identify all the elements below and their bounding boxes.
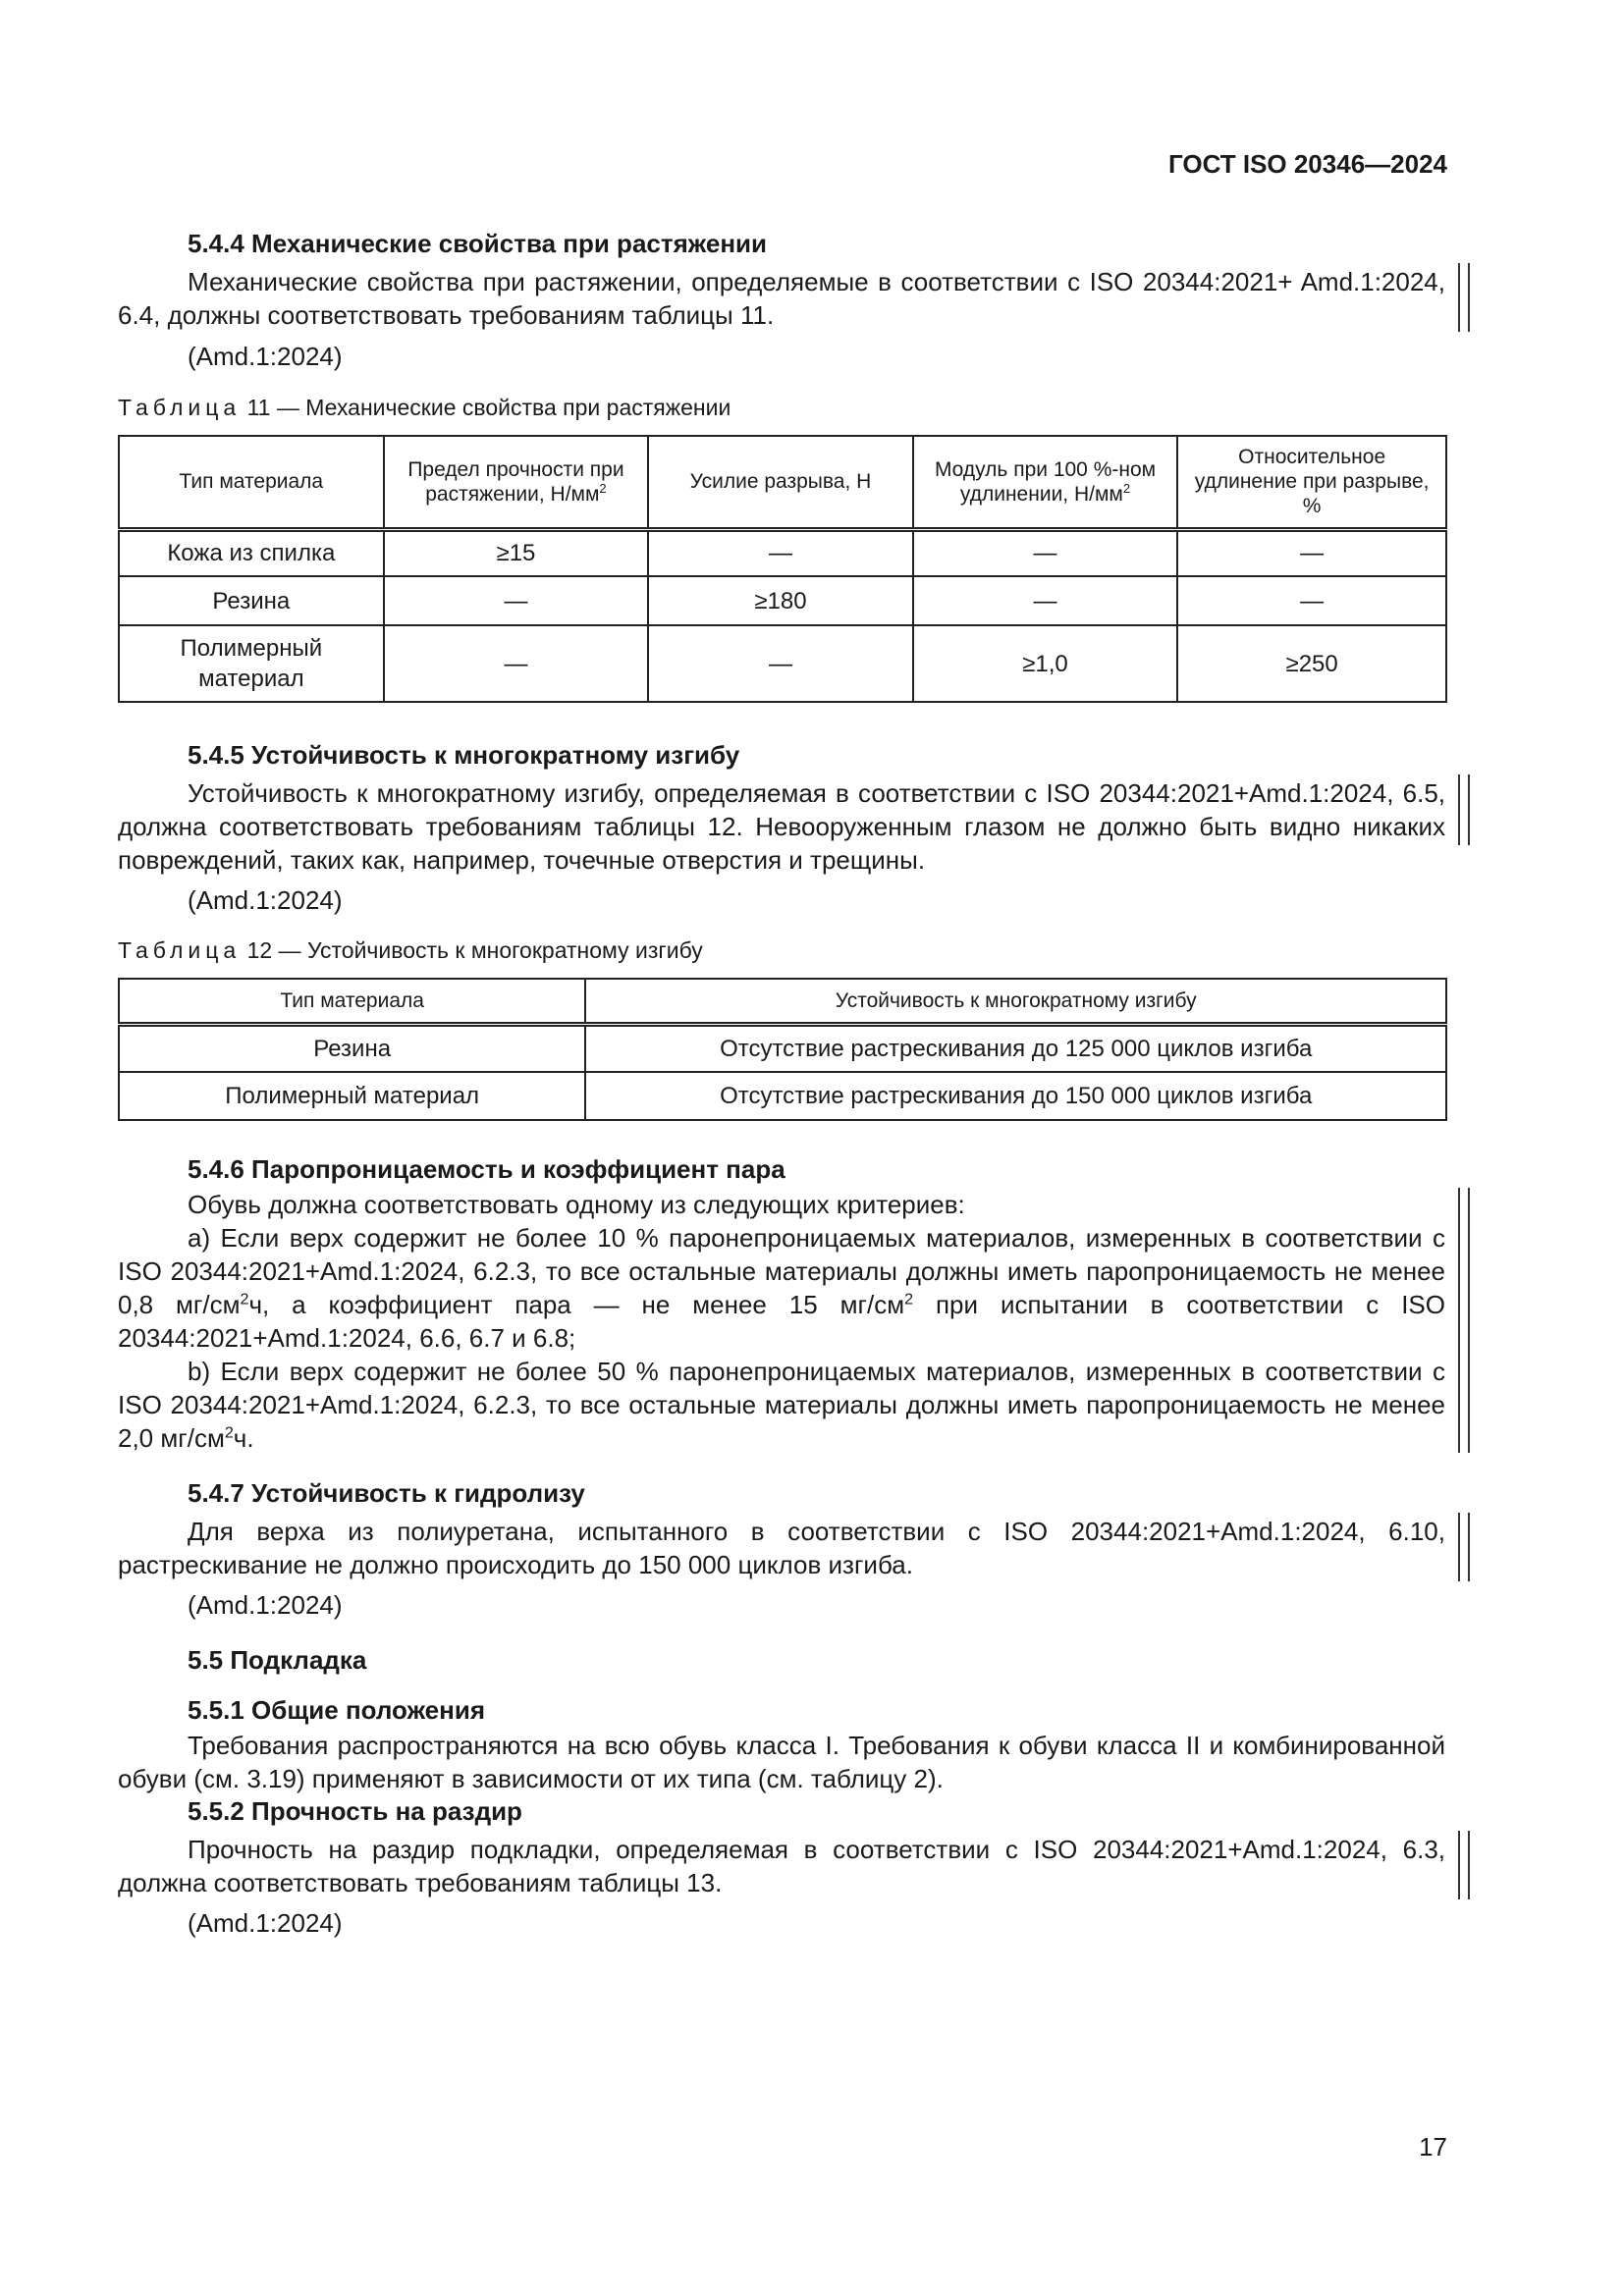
section-paragraph-5-4-4: Механические свойства при растяжении, определяемые в соответствии с ISO 20344:2021+ Amd.1:2024, 6.4, должны соответствовать требованиям таблицы 11. bbox=[118, 267, 1445, 330]
caption-text: 12 — Устойчивость к многократному изгибу bbox=[241, 937, 703, 963]
amendment-note: (Amd.1:2024) bbox=[188, 885, 343, 915]
table-header-cell: Предел прочности при растяжении, $Н/мм^2$ bbox=[384, 436, 649, 529]
section-heading-5-5-2: 5.5.2 Прочность на раздир bbox=[188, 1796, 522, 1826]
table-cell: — bbox=[1177, 576, 1446, 625]
table-header-row bbox=[119, 979, 1446, 1024]
table-cell: — bbox=[648, 625, 912, 702]
table-caption-12 bbox=[118, 937, 703, 964]
table-cell: Отсутствие растрескивания до 150 000 циклов изгиба bbox=[585, 1072, 1446, 1120]
caption-text: 11 — Механические свойства при растяжении bbox=[241, 395, 731, 420]
section-heading-5-4-4: 5.4.4 Механические свойства при растяжении bbox=[188, 229, 767, 258]
table-header-cell: Относительное удлинение при разрыве, % bbox=[1177, 436, 1446, 529]
table-cell: ≥250 bbox=[1177, 625, 1446, 702]
table-row bbox=[119, 576, 1446, 625]
table-cell: ≥180 bbox=[648, 576, 912, 625]
table-header-row bbox=[119, 436, 1446, 529]
section-heading-5-4-7: 5.4.7 Устойчивость к гидролизу bbox=[188, 1478, 585, 1508]
section-heading-5-4-6: 5.4.6 Паропроницаемость и коэффициент пара bbox=[188, 1154, 785, 1184]
table-cell: — bbox=[1177, 529, 1446, 576]
criterion-b: b) Если верх содержит не более 50 % паронепроницаемых материалов, измеренных в соответствии с ISO 20344:2021+Amd.1:2024, 6.2.3, то все остальные материалы должны иметь паропроницаемость не менее 2,0 $мг/см^2ч$. bbox=[118, 1357, 1445, 1453]
table-header-cell: Тип материала bbox=[119, 436, 384, 529]
amendment-note: (Amd.1:2024) bbox=[188, 1590, 343, 1620]
section-heading-5-5-1: 5.5.1 Общие положения bbox=[188, 1695, 485, 1725]
change-bar bbox=[1458, 1188, 1470, 1453]
table-row bbox=[119, 1024, 1446, 1072]
criterion-a: а) Если верх содержит не более 10 % паронепроницаемых материалов, измеренных в соответствии с ISO 20344:2021+Amd.1:2024, 6.2.3, то все остальные материалы должны иметь паропроницаемость не менее 0,8 $мг/см^2ч$, а коэффициент пара — не менее 15 $мг/см^2$ при испытании в соответствии с ISO 20344:2021+Amd.1:2024, 6.6, 6.7 и 6.8; bbox=[118, 1223, 1445, 1353]
table-cell: ≥1,0 bbox=[913, 625, 1178, 702]
table-cell: Отсутствие растрескивания до 125 000 циклов изгиба bbox=[585, 1024, 1446, 1072]
caption-label: Таблица bbox=[118, 395, 242, 420]
change-bar bbox=[1458, 774, 1470, 845]
section-intro-5-4-6: Обувь должна соответствовать одному из следующих критериев: bbox=[188, 1190, 965, 1219]
amendment-note: (Amd.1:2024) bbox=[188, 1908, 343, 1938]
table-cell: Резина bbox=[119, 1024, 585, 1072]
change-bar bbox=[1458, 1513, 1470, 1581]
table-header-cell: Модуль при 100 %-ном удлинении, $Н/мм^2$ bbox=[913, 436, 1178, 529]
table-cell: — bbox=[384, 576, 649, 625]
page-number: 17 bbox=[1419, 2132, 1447, 2162]
table-cell: Полимерный материал bbox=[119, 1072, 585, 1120]
section-heading-5-5: 5.5 Подкладка bbox=[188, 1645, 367, 1675]
table-row bbox=[119, 625, 1446, 702]
table-cell: Кожа из спилка bbox=[119, 529, 384, 576]
table-cell: ≥15 bbox=[384, 529, 649, 576]
table-cell: — bbox=[648, 529, 912, 576]
table-11 bbox=[118, 435, 1447, 703]
table-cell: — bbox=[913, 576, 1178, 625]
document-header: ГОСТ ISO 20346—2024 bbox=[1167, 149, 1447, 179]
table-header-cell: Усилие разрыва, Н bbox=[648, 436, 912, 529]
table-cell: — bbox=[384, 625, 649, 702]
table-row bbox=[119, 1072, 1446, 1120]
amendment-note: (Amd.1:2024) bbox=[188, 342, 343, 371]
table-row bbox=[119, 529, 1446, 576]
section-paragraph-5-5-1: Требования распространяются на всю обувь класса I. Требования к обуви класса II и комбинированной обуви (см. 3.19) применяют в зависимости от их типа (см. таблицу 2). bbox=[118, 1731, 1445, 1793]
table-caption-11 bbox=[118, 395, 731, 421]
caption-label: Таблица bbox=[118, 937, 242, 963]
table-cell: Резина bbox=[119, 576, 384, 625]
change-bar bbox=[1458, 1831, 1470, 1899]
section-paragraph-5-4-5: Устойчивость к многократному изгибу, определяемая в соответствии с ISO 20344:2021+Amd.1:2024, 6.5, должна соответствовать требованиям таблицы 12. Невооруженным глазом не должно быть видно никаких повреждений, таких как, например, точечные отверстия и трещины. bbox=[118, 778, 1445, 875]
section-paragraph-5-4-7: Для верха из полиуретана, испытанного в соответствии с ISO 20344:2021+Amd.1:2024, 6.10, растрескивание не должно происходить до 150 000 циклов изгиба. bbox=[118, 1517, 1445, 1579]
table-cell: Полимерный материал bbox=[119, 625, 384, 702]
change-bar bbox=[1458, 263, 1470, 332]
table-cell: — bbox=[913, 529, 1178, 576]
section-paragraph-5-5-2: Прочность на раздир подкладки, определяемая в соответствии с ISO 20344:2021+Amd.1:2024, 6.3, должна соответствовать требованиям таблицы 13. bbox=[118, 1835, 1445, 1897]
table-header-cell: Устойчивость к многократному изгибу bbox=[585, 979, 1446, 1024]
section-heading-5-4-5: 5.4.5 Устойчивость к многократному изгибу bbox=[188, 740, 740, 770]
table-12 bbox=[118, 978, 1447, 1121]
table-header-cell: Тип материала bbox=[119, 979, 585, 1024]
